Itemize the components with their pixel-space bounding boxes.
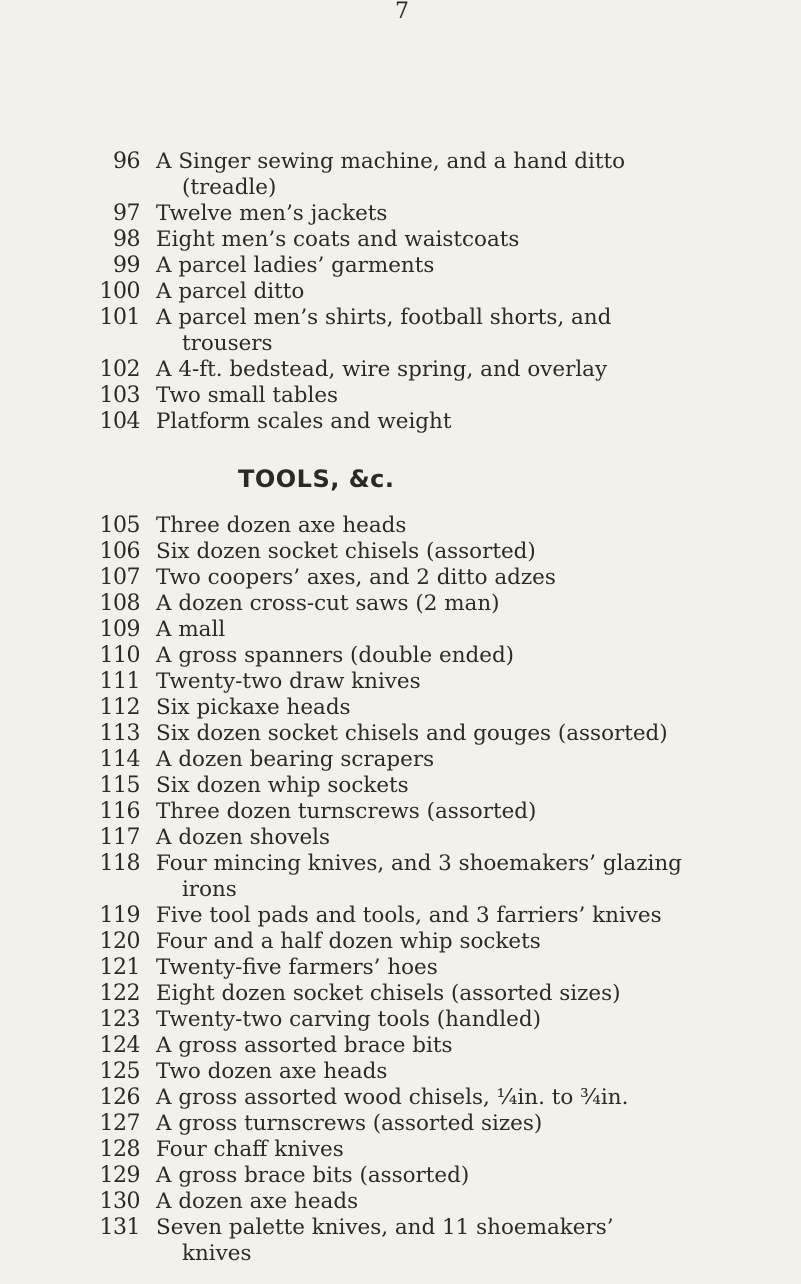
lot-description-line: Eight dozen socket chisels (assorted sizes): [156, 981, 621, 1006]
lot-number: 100: [99, 279, 140, 304]
lot-description-line: Four chaff knives: [156, 1137, 344, 1162]
lot-description-line: Twenty-five farmers’ hoes: [156, 955, 438, 980]
lot-description-line: Seven palette knives, and 11 shoemakers’: [156, 1215, 614, 1240]
lot-description: [156, 1137, 795, 1163]
lot-description: A parcel ladies’ garments: [156, 253, 435, 278]
lot-description: [156, 149, 795, 201]
lot-description-line: A Singer sewing machine, and a hand ditto: [156, 149, 626, 174]
lot-description-line: A gross assorted brace bits: [156, 1033, 453, 1058]
lot-number: 109: [99, 617, 140, 642]
lot-description-line: Two coopers’ axes, and 2 ditto adzes: [156, 565, 556, 590]
lot-description: [156, 591, 795, 617]
lot-number: 101: [99, 305, 140, 330]
lot-description: [156, 617, 795, 643]
lot-number: 108: [99, 591, 140, 616]
lot-description: Eight men’s coats and waistcoats: [156, 227, 520, 252]
lot-number: 127: [99, 1111, 140, 1136]
lot-number: 114: [99, 747, 140, 772]
lot-number: 124: [99, 1033, 140, 1058]
lot-number: 123: [99, 1007, 140, 1032]
lot-number: 128: [99, 1137, 140, 1162]
lot-description: [156, 513, 795, 539]
lot-description: Two small tables: [156, 383, 339, 408]
lot-description: [156, 929, 795, 955]
lot-description-line: Six dozen whip sockets: [156, 773, 409, 798]
lot-description: [156, 825, 795, 851]
lot-description: Platform scales and weight: [156, 409, 452, 434]
lot-description: [156, 669, 795, 695]
lot-number: 106: [99, 539, 140, 564]
lot-description-line: Twenty-two draw knives: [156, 669, 421, 694]
lot-number: 113: [99, 721, 140, 746]
section-heading: TOOLS, &c.: [238, 465, 395, 493]
lot-description: [156, 1189, 795, 1215]
lot-description-line: Six dozen socket chisels and gouges (assorted): [156, 721, 668, 746]
lot-description: [156, 1215, 795, 1267]
lot-number: 116: [99, 799, 140, 824]
lot-description: [156, 955, 795, 981]
lot-description: [156, 1111, 795, 1137]
lot-description-line: A dozen cross-cut saws (2 man): [156, 591, 500, 616]
lot-description-line: A mall: [156, 617, 226, 642]
lot-number: 107: [99, 565, 140, 590]
lot-description-line: A gross assorted wood chisels, ¼in. to ¾in.: [156, 1085, 629, 1110]
lot-description: [156, 565, 795, 591]
lot-description-continuation: knives: [181, 1241, 252, 1266]
lot-number: 111: [99, 669, 140, 694]
lot-number: 112: [99, 695, 140, 720]
lot-description: [156, 747, 795, 773]
lot-description-line: A dozen shovels: [156, 825, 331, 850]
lot-description: [156, 1033, 795, 1059]
lot-description-line: A dozen bearing scrapers: [156, 747, 435, 772]
lot-number: 105: [99, 513, 140, 538]
lot-description: [156, 539, 795, 565]
lot-number: 96: [113, 149, 140, 174]
page-number: 7: [395, 0, 409, 24]
lot-number: 118: [99, 851, 140, 876]
lot-description: [156, 695, 795, 721]
lot-description-line: Five tool pads and tools, and 3 farriers’ knives: [156, 903, 662, 928]
lot-description: [156, 851, 795, 903]
lot-description-line: Twenty-two carving tools (handled): [156, 1007, 541, 1032]
lot-description-line: A parcel men’s shirts, football shorts, and: [156, 305, 612, 330]
lot-number: 115: [99, 773, 140, 798]
lot-number: 120: [99, 929, 140, 954]
lot-description-line: Three dozen turnscrews (assorted): [156, 799, 537, 824]
lot-number: 98: [113, 227, 140, 252]
lot-description: [156, 799, 795, 825]
lot-number: 125: [99, 1059, 140, 1084]
lot-number: 122: [99, 981, 140, 1006]
lot-number: 102: [99, 357, 140, 382]
lot-description: [156, 1085, 795, 1111]
lot-number: 131: [99, 1215, 140, 1240]
lot-description-line: A dozen axe heads: [156, 1189, 359, 1214]
lot-description-line: Six pickaxe heads: [156, 695, 351, 720]
lot-description: [156, 1059, 795, 1085]
lot-number: 97: [113, 201, 140, 226]
lot-description: [156, 1163, 795, 1189]
lot-number: 130: [99, 1189, 140, 1214]
lot-description: [156, 773, 795, 799]
lot-number: 119: [99, 903, 140, 928]
lot-number: 129: [99, 1163, 140, 1188]
lot-number: 110: [99, 643, 140, 668]
lot-number: 103: [99, 383, 140, 408]
lot-description: [156, 721, 795, 747]
lot-number: 99: [113, 253, 140, 278]
lot-description-line: Four and a half dozen whip sockets: [156, 929, 541, 954]
lot-description-continuation: irons: [181, 877, 237, 902]
lot-description: A 4-ft. bedstead, wire spring, and overlay: [156, 357, 608, 382]
lot-description-line: Three dozen axe heads: [156, 513, 407, 538]
lot-description-continuation: (treadle): [181, 175, 277, 200]
lot-description-line: A gross brace bits (assorted): [156, 1163, 470, 1188]
lot-description-line: Two dozen axe heads: [156, 1059, 388, 1084]
lot-description-continuation: trousers: [181, 331, 273, 356]
lot-number: 117: [99, 825, 140, 850]
lot-description: [156, 1007, 795, 1033]
lot-description-line: A gross spanners (double ended): [156, 643, 515, 668]
lot-description: [156, 305, 795, 357]
lot-description-line: Six dozen socket chisels (assorted): [156, 539, 536, 564]
lot-description: [156, 981, 795, 1007]
lot-description: Twelve men’s jackets: [156, 201, 388, 226]
lot-number: 126: [99, 1085, 140, 1110]
lot-description: A parcel ditto: [156, 279, 305, 304]
lot-description-line: Four mincing knives, and 3 shoemakers’ glazing: [156, 851, 682, 876]
lot-number: 121: [99, 955, 140, 980]
lot-description-line: A gross turnscrews (assorted sizes): [156, 1111, 543, 1136]
lot-description: [156, 643, 795, 669]
lot-number: 104: [99, 409, 140, 434]
lot-description: [156, 903, 795, 929]
